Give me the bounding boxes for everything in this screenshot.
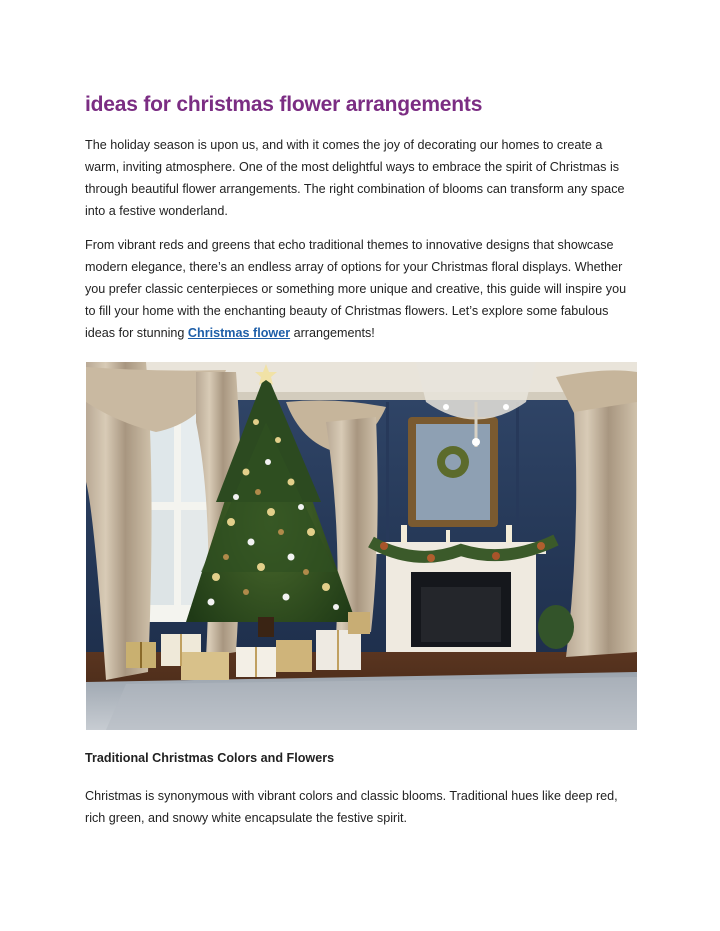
christmas-living-room-photo xyxy=(86,362,637,730)
intro-paragraph: The holiday season is upon us, and with it comes the joy of decorating our homes to create a warm, inviting atmosphere. One of the most delightful ways to embrace the spirit of Christmas is through beautiful flower arrangements. The right combination of blooms can transform any space into a festive wonderland. xyxy=(85,138,625,218)
page-title: ideas for christmas flower arrangements xyxy=(85,93,483,116)
christmas-flower-link[interactable]: Christmas flower xyxy=(187,326,291,340)
section-heading: Traditional Christmas Colors and Flowers xyxy=(85,751,335,765)
second-paragraph-end: arrangements! xyxy=(290,326,375,340)
second-paragraph-text: From vibrant reds and greens that echo traditional themes to innovative designs that showcase modern elegance, there’s an endless array of options for your Christmas floral displays. Whether you prefer classic centerpieces or something more unique and creative, this guide will inspire you to fill your home with the enchanting beauty of Christmas flowers. Let’s explore some fabulous ideas for stunning xyxy=(85,238,627,340)
section-paragraph: Christmas is synonymous with vibrant colors and classic blooms. Traditional hues like deep red, rich green, and snowy white encapsulate the festive spirit. xyxy=(85,789,618,825)
second-paragraph xyxy=(85,234,640,344)
